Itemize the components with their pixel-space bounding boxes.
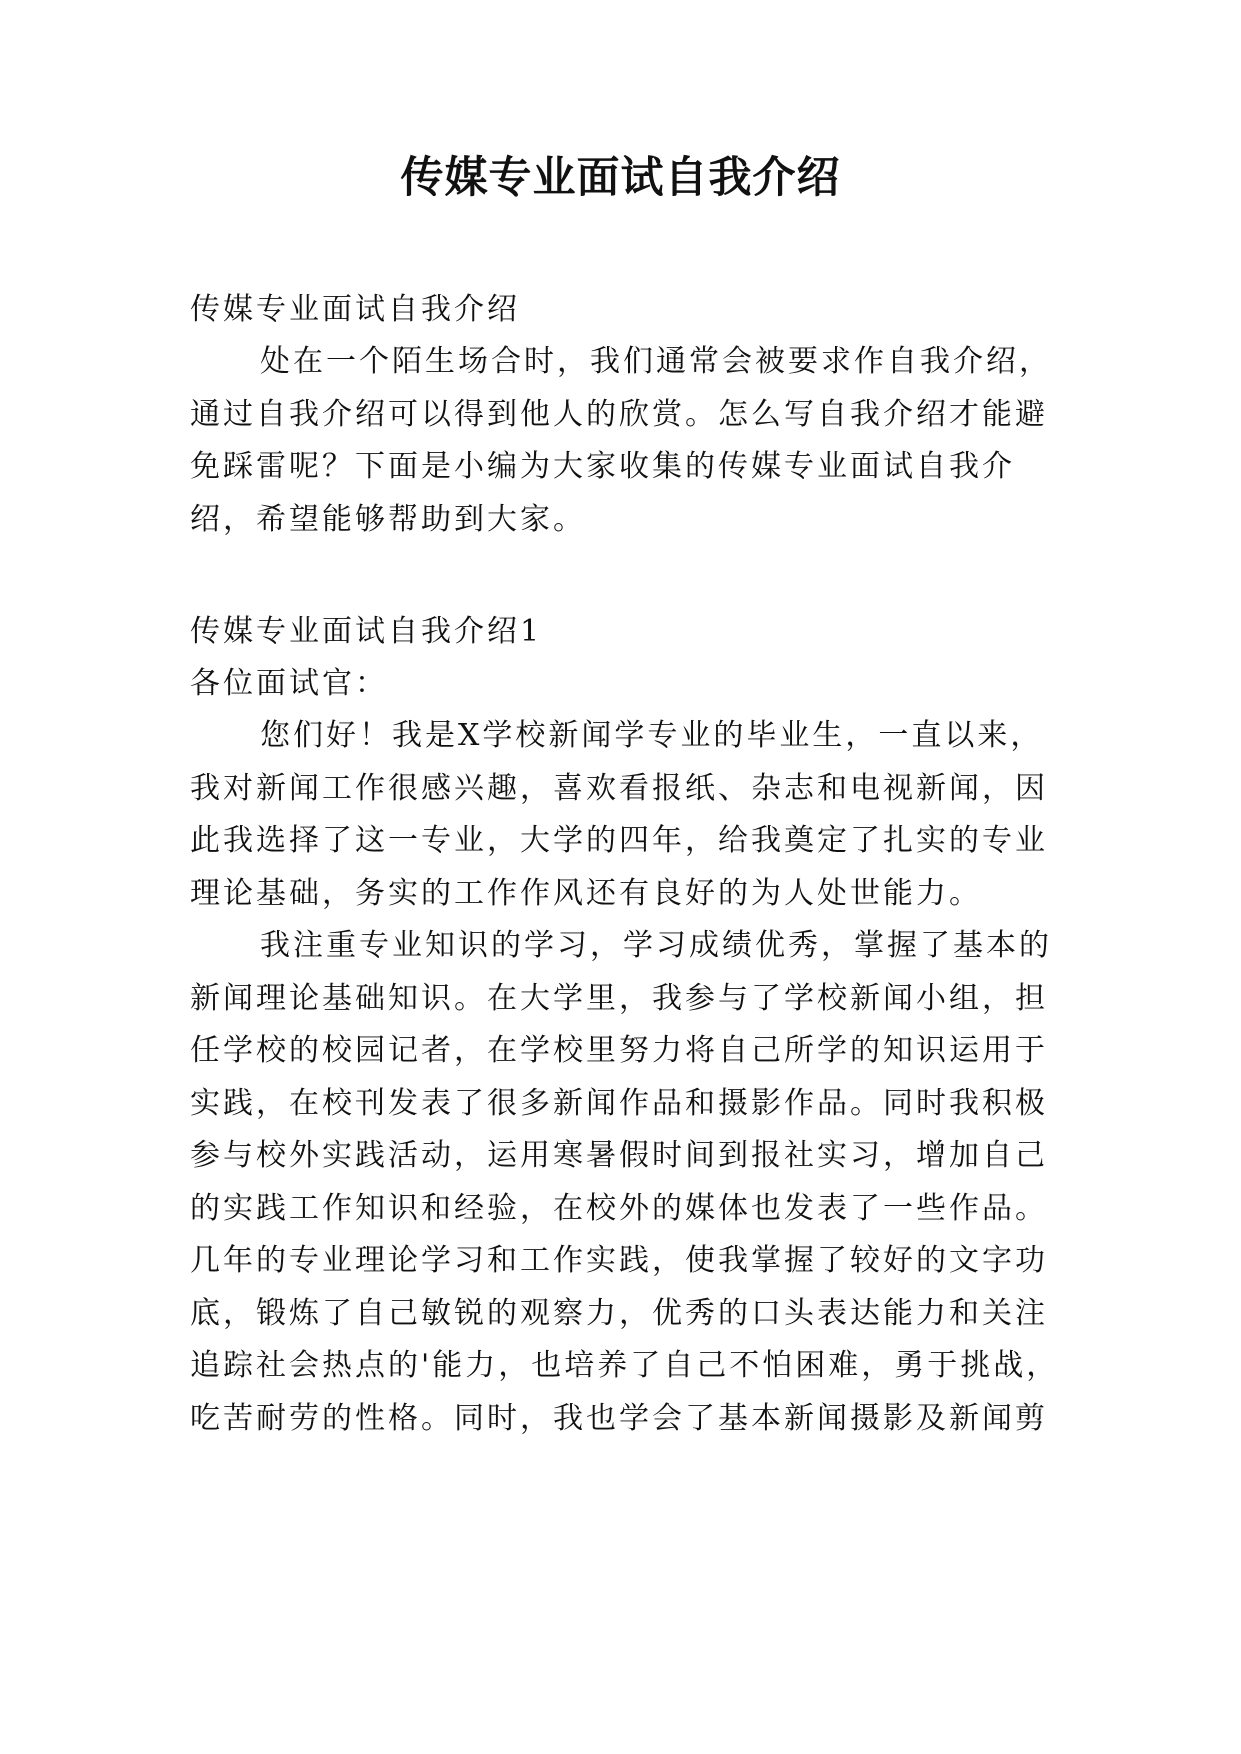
section-heading: 传媒专业面试自我介绍1 — [190, 614, 543, 649]
section-spacer — [190, 546, 1070, 606]
intro-paragraph — [190, 336, 1070, 546]
salutation: 各位面试官： — [190, 666, 388, 701]
paragraph-line: 几年的专业理论学习和工作实践，使我掌握了较好的文字功 — [190, 1243, 1048, 1278]
body-paragraph-2 — [190, 920, 1070, 1445]
paragraph-line: 的实践工作知识和经验，在校外的媒体也发表了一些作品。 — [190, 1190, 1048, 1226]
intro-line: 通过自我介绍可以得到他人的欣赏。怎么写自我介绍才能避 — [190, 396, 1048, 432]
intro-line: 处在一个陌生场合时，我们通常会被要求作自我介绍， — [260, 344, 1052, 379]
paragraph-line: 实践，在校刊发表了很多新闻作品和摄影作品。同时我积极 — [190, 1085, 1048, 1121]
paragraph-line: 追踪社会热点的'能力，也培养了自己不怕困难，勇于挑战， — [190, 1348, 1060, 1383]
paragraph-line: 吃苦耐劳的性格。同时，我也学会了基本新闻摄影及新闻剪 — [190, 1400, 1048, 1436]
paragraph-line: 此我选择了这一专业，大学的四年，给我奠定了扎实的专业 — [190, 823, 1048, 858]
paragraph-line: 我注重专业知识的学习，学习成绩优秀，掌握了基本的 — [260, 928, 1052, 963]
body-paragraph-1 — [190, 710, 1070, 920]
document-subtitle: 传媒专业面试自我介绍 — [190, 292, 520, 327]
intro-line: 绍，希望能够帮助到大家。 — [190, 501, 586, 537]
paragraph-line: 参与校外实践活动，运用寒暑假时间到报社实习，增加自己 — [190, 1138, 1048, 1173]
paragraph-line: 新闻理论基础知识。在大学里，我参与了学校新闻小组，担 — [190, 980, 1048, 1016]
paragraph-line: 您们好！我是X学校新闻学专业的毕业生，一直以来， — [260, 718, 1044, 753]
document-body — [190, 284, 1070, 1445]
document-title: 传媒专业面试自我介绍 — [400, 153, 841, 203]
paragraph-line: 我对新闻工作很感兴趣，喜欢看报纸、杂志和电视新闻，因 — [190, 770, 1048, 806]
paragraph-line: 理论基础，务实的工作作风还有良好的为人处世能力。 — [190, 875, 982, 911]
paragraph-line: 底，锻炼了自己敏锐的观察力，优秀的口头表达能力和关注 — [190, 1295, 1048, 1331]
paragraph-line: 任学校的校园记者，在学校里努力将自己所学的知识运用于 — [190, 1033, 1048, 1068]
intro-line: 免踩雷呢？下面是小编为大家收集的传媒专业面试自我介 — [190, 449, 1015, 484]
